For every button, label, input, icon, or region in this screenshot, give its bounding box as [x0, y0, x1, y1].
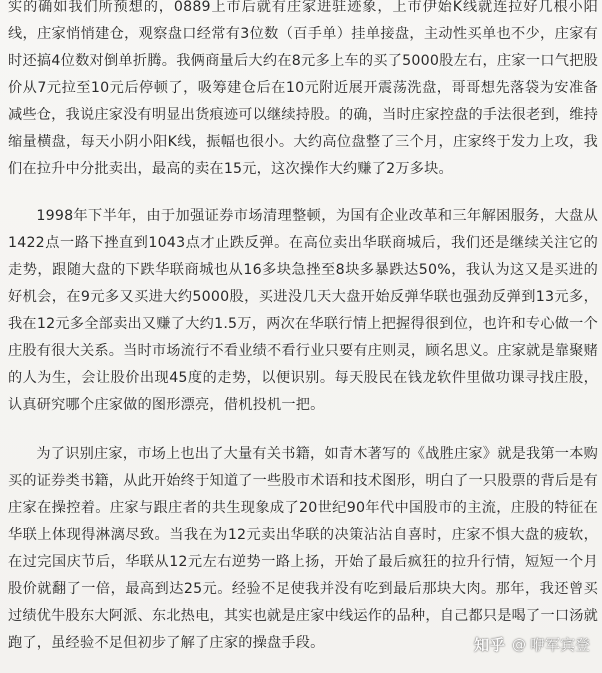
watermark-site: 知乎	[473, 636, 506, 654]
paragraph-3: 为了识别庄家，市场上也出了大量有关书籍，如青木著写的《战胜庄家》就是我第一本购买的证券类书籍，从此开始终于知道了一些股市术语和技术图形，明白了一只股票的背后是有庄家在操控着。庄家与跟庄者的共生现象成了20世纪90年代中国股市的主流，庄股的特征在华联上体现得淋漓尽致。当我在为12元卖出华联的决策沾沾自喜时，庄家不惧大盘的疲软，在过完国庆节后，华联从12元左右逆势一路上扬，开始了最后疯狂的拉升行情，短短一个月股价就翻了一倍，最高到达25元。经验不足使我并没有吃到最后那块大肉。那年，我还曾买过绩优牛股东大阿派、东北热电，其实也就是庄家中线运作的品种，自己都只是喝了一口汤就跑了，虽经验不足但初步了解了庄家的操盘手段。	[8, 446, 598, 651]
at-icon: @	[511, 636, 526, 653]
article-body	[8, 0, 598, 657]
watermark-author: 咿军宾登	[529, 636, 590, 654]
watermark-author-group	[512, 634, 590, 655]
paragraph-2: 1998年下半年，由于加强证券市场清理整顿，为国有企业改革和三年解困服务，大盘从1422点一路下挫直到1043点才止跌反弹。在高位卖出华联商城后，我们还是继续关注它的走势，跟随大盘的下跌华联商城也从16多块急挫至8块多暴跌达50%，我认为这又是买进的好机会，在9元多又买进大约5000股，买进没几天大盘开始反弹华联也强劲反弹到13元多，我在12元多全部卖出又赚了大约1.5万，两次在华联行情上把握得很到位，也许和专心做一个庄股有很大关系。当时市场流行不看业绩不看行业只要有庄则灵，顾名思义。庄家就是靠聚赌的人为生，会让股价出现45度的走势，以便识别。每天股民在钱龙软件里做功课寻找庄股，认真研究哪个庄家做的图形漂亮，借机投机一把。	[8, 208, 598, 413]
zhihu-watermark	[474, 634, 590, 655]
paragraph-1: 实的确如我们所预想的，0889上市后就有庄家进驻迹象，上市伊始K线就连拉好几根小阳线，庄家悄悄建仓，观察盘口经常有3位数（百手单）挂单接盘，主动性买单也不少，庄家有时还搞4位数对倒单折腾。我俩商量后大约在8元多上车的买了5000股左右，庄家一口气把股价从7元拉至10元后停顿了，吸筹建仓后在10元附近展开震荡洗盘，哥哥想先落袋为安准备减些仓，我说庄家没有明显出货痕迹可以继续持股。的确，当时庄家控盘的手法很老到，维持缩量横盘，每天小阴小阳K线，振幅也很小。大约高位盘整了三个月，庄家终于发力上攻，我们在拉升中分批卖出，最高的卖在15元，这次操作大约赚了2万多块。	[8, 0, 598, 177]
